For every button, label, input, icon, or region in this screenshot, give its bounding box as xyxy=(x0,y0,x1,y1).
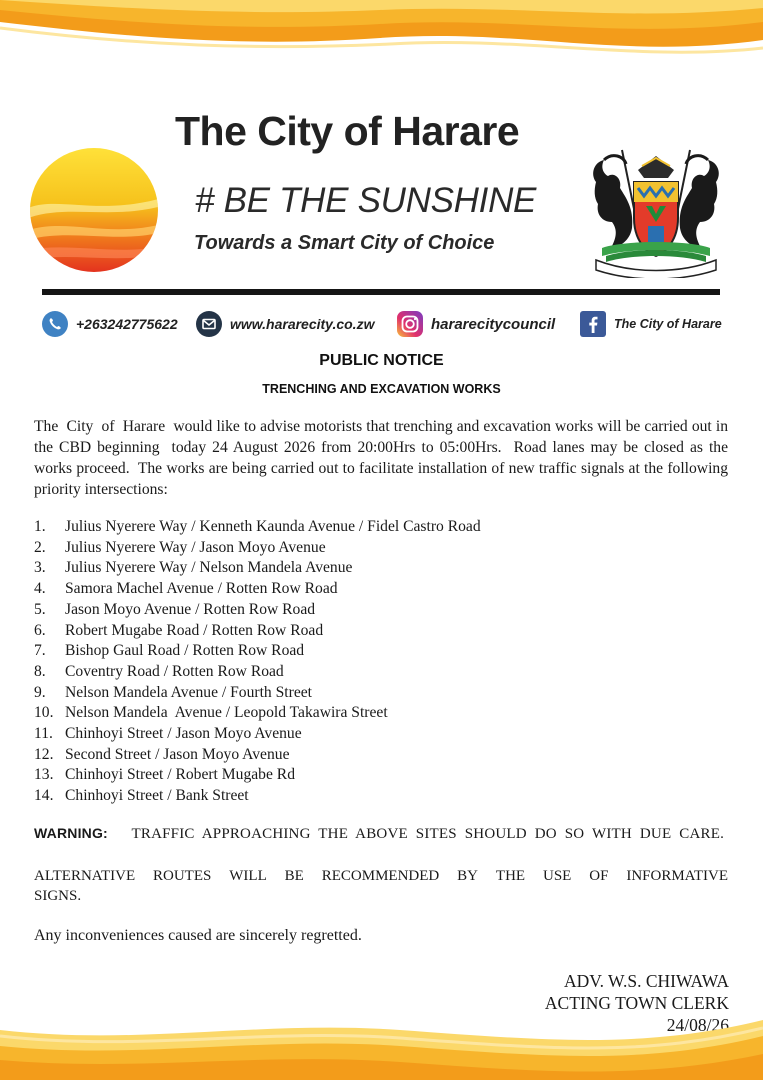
list-item xyxy=(34,724,481,745)
list-item-number: 10. xyxy=(34,704,54,722)
list-item xyxy=(34,765,481,786)
contact-website xyxy=(196,311,374,337)
signatory-name: ADV. W.S. CHIWAWA xyxy=(563,971,729,991)
list-item xyxy=(34,703,481,724)
list-item-text: Robert Mugabe Road / Rotten Row Road xyxy=(65,621,324,639)
alternative-routes-word: BE xyxy=(284,868,304,884)
instagram-icon xyxy=(397,311,423,337)
contact-instagram xyxy=(397,311,555,337)
header-divider xyxy=(42,289,720,295)
city-crest xyxy=(582,148,730,278)
list-item-text: Samora Machel Avenue / Rotten Row Road xyxy=(65,580,338,598)
list-item-text: Bishop Gaul Road / Rotten Row Road xyxy=(65,642,305,660)
list-item-number: 6. xyxy=(34,621,46,639)
warning-text: TRAFFIC APPROACHING THE ABOVE SITES SHOULD DO SO WITH DUE CARE. xyxy=(131,826,725,842)
warning-line xyxy=(34,825,728,843)
list-item xyxy=(34,579,481,600)
list-item-number: 14. xyxy=(34,787,54,805)
list-item-number: 11. xyxy=(34,725,53,743)
alternative-routes-word: THE xyxy=(495,868,526,884)
notice-intro: The City of Harare would like to advise motorists that trenching and excavation works will be carried out in the CBD beginning today 24 August 2026 from 20:00Hrs to 05:00Hrs. Road lanes may be closed as the works proceed. The works are being carried out to facilitate installation of new traffic signals at the following priority intersections: xyxy=(34,418,732,498)
contact-facebook xyxy=(580,311,722,337)
list-item-text: Julius Nyerere Way / Kenneth Kaunda Avenue / Fidel Castro Road xyxy=(65,518,481,535)
alternative-routes xyxy=(34,866,728,906)
page-title: The City of Harare xyxy=(175,108,520,154)
phone-number: +263242775622 xyxy=(76,316,178,332)
list-item xyxy=(34,600,481,621)
website-link[interactable]: www.hararecity.co.zw xyxy=(230,316,375,332)
list-item-number: 1. xyxy=(34,518,46,535)
instagram-handle[interactable]: hararecitycouncil xyxy=(431,315,556,333)
warning-label: WARNING: xyxy=(34,825,108,841)
list-item-text: Chinhoyi Street / Jason Moyo Avenue xyxy=(65,725,302,743)
email-icon xyxy=(196,311,222,337)
list-item-text: Jason Moyo Avenue / Rotten Row Road xyxy=(65,600,316,618)
list-item-number: 7. xyxy=(34,642,46,660)
list-item-text: Julius Nyerere Way / Nelson Mandela Avenue xyxy=(65,559,353,577)
alternative-routes-end: SIGNS. xyxy=(34,888,82,904)
tagline: Towards a Smart City of Choice xyxy=(194,232,495,254)
list-item xyxy=(34,538,481,559)
list-item xyxy=(34,683,481,704)
list-item xyxy=(34,517,481,538)
list-item-text: Julius Nyerere Way / Jason Moyo Avenue xyxy=(65,538,326,556)
list-item-text: Chinhoyi Street / Robert Mugabe Rd xyxy=(65,766,295,784)
notice-title: PUBLIC NOTICE xyxy=(319,352,444,369)
alternative-routes-word: USE xyxy=(542,868,572,884)
alternative-routes-word: INFORMATIVE xyxy=(626,868,728,884)
intersection-list xyxy=(34,517,481,807)
list-item-number: 2. xyxy=(34,538,46,556)
list-item-number: 5. xyxy=(34,600,46,618)
sunshine-logo xyxy=(28,146,162,276)
alternative-routes-word: BY xyxy=(457,868,478,884)
slogan: # BE THE SUNSHINE xyxy=(195,181,537,220)
alternative-routes-word: ROUTES xyxy=(153,868,212,884)
notice-subtitle: TRENCHING AND EXCAVATION WORKS xyxy=(262,382,501,396)
list-item-text: Nelson Mandela Avenue / Fourth Street xyxy=(65,683,312,701)
bottom-wave-decoration xyxy=(0,990,763,1080)
facebook-page[interactable]: The City of Harare xyxy=(614,317,722,331)
phone-icon xyxy=(42,311,68,337)
list-item xyxy=(34,662,481,683)
list-item-number: 13. xyxy=(34,766,54,784)
contact-phone xyxy=(42,311,178,337)
list-item-text: Nelson Mandela Avenue / Leopold Takawira Street xyxy=(65,704,388,722)
list-item-number: 4. xyxy=(34,580,46,598)
alternative-routes-line xyxy=(34,866,728,886)
list-item xyxy=(34,558,481,579)
list-item-number: 12. xyxy=(34,745,54,763)
regret-statement: Any inconveniences caused are sincerely regretted. xyxy=(34,927,362,944)
list-item xyxy=(34,786,481,807)
alternative-routes-word: RECOMMENDED xyxy=(321,868,440,884)
list-item-number: 9. xyxy=(34,683,46,701)
list-item xyxy=(34,621,481,642)
alternative-routes-word: WILL xyxy=(229,868,267,884)
signatory-role: ACTING TOWN CLERK xyxy=(544,993,729,1013)
alternative-routes-word: OF xyxy=(589,868,609,884)
list-item xyxy=(34,745,481,766)
list-item-text: Coventry Road / Rotten Row Road xyxy=(65,662,284,680)
list-item-number: 8. xyxy=(34,662,46,680)
list-item-text: Second Street / Jason Moyo Avenue xyxy=(65,745,290,763)
list-item-text: Chinhoyi Street / Bank Street xyxy=(65,787,249,805)
list-item xyxy=(34,641,481,662)
list-item-number: 3. xyxy=(34,559,46,577)
notice-date: 24/08/26 xyxy=(666,1015,729,1035)
alternative-routes-word: ALTERNATIVE xyxy=(34,868,136,884)
top-wave-decoration xyxy=(0,0,763,80)
facebook-icon xyxy=(580,311,606,337)
